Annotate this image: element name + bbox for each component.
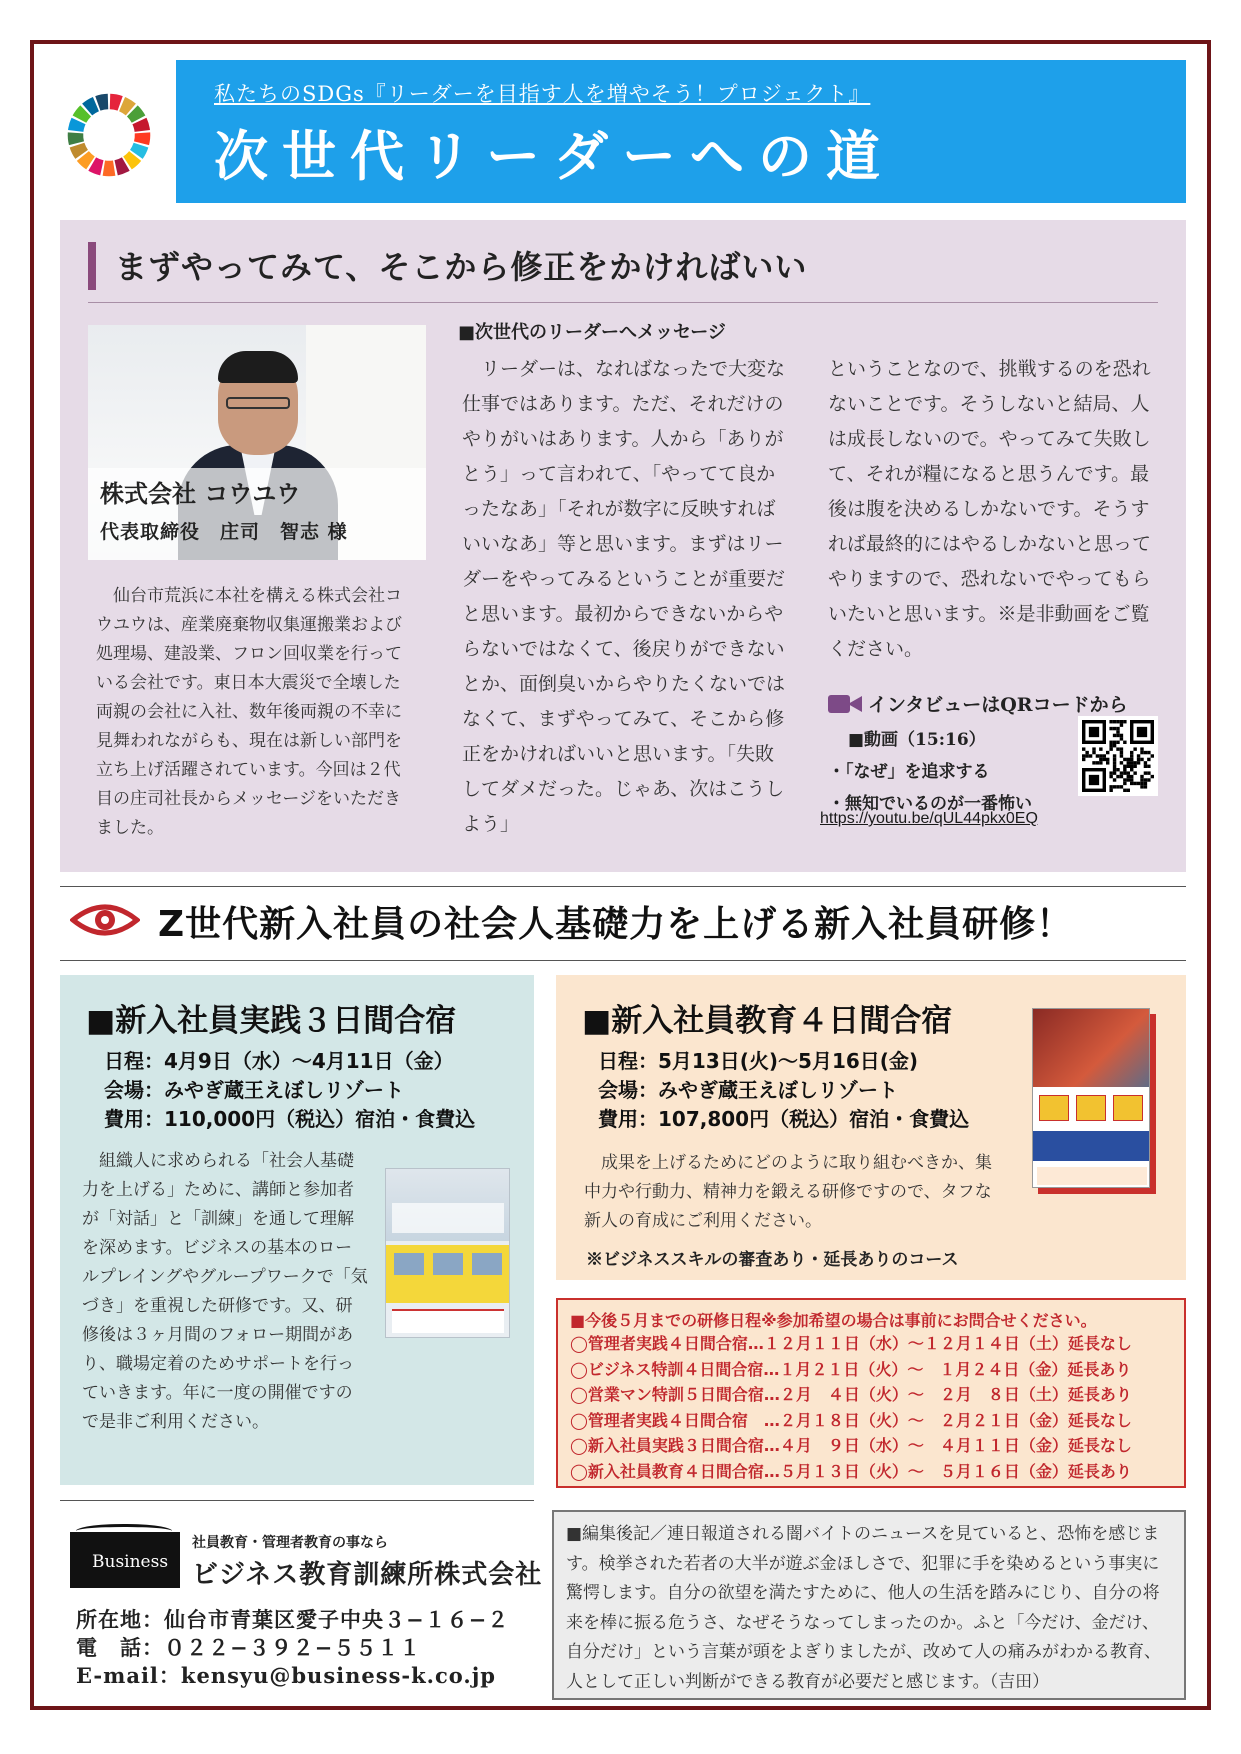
header-title: 次世代リーダーへの道 <box>214 124 894 188</box>
person-name: 代表取締役 庄司 智志 様 <box>100 521 348 543</box>
logo-swoosh <box>76 1524 172 1538</box>
qr-module <box>1089 775 1099 785</box>
qr-module <box>1130 778 1133 781</box>
qr-module <box>1137 727 1147 737</box>
company-name: 株式会社 コウユウ <box>100 479 301 508</box>
qr-module <box>1130 775 1133 778</box>
footer-company: ビジネス教育訓練所株式会社 <box>192 1560 543 1590</box>
company-intro: 仙台市荒浜に本社を構える株式会社コウユウは、産業廃棄物収集運搬業および処理場、建設業、フロン回収業を行っている会社です。東日本大震災で全壊した両親の会社に入社、数年後両親の不幸に見舞われながらも、現在は新しい部門を立ち上げ活躍されています。今回は２代目の庄司社長からメッセージをいただきました。 <box>96 586 402 838</box>
qr-module <box>1144 785 1147 788</box>
qr-module <box>1082 754 1085 757</box>
qr-module <box>1106 758 1109 761</box>
message-heading: ■次世代のリーダーへメッセージ <box>458 322 726 343</box>
qr-module <box>1109 747 1112 750</box>
qr-module <box>1116 747 1119 750</box>
sdg-wheel-segment <box>134 132 150 145</box>
qr-module <box>1120 747 1123 750</box>
qr-module <box>1140 758 1143 761</box>
course-2-title: ■新入社員教育４日間合宿 <box>582 1003 953 1039</box>
footer-phone: 電 話：０２２−３９２−５５１１ <box>76 1635 422 1660</box>
qr-module <box>1144 782 1147 785</box>
qr-module <box>1113 778 1116 781</box>
course-2-flyer-image <box>1032 1008 1150 1188</box>
qr-module <box>1133 771 1136 774</box>
photo-caption <box>88 468 426 560</box>
qr-module <box>1144 778 1147 781</box>
course-1-info <box>104 1047 475 1134</box>
point-1: ・「なぜ」を追求する <box>828 762 990 782</box>
schedule-row: ◯管理者実践４日間合宿…１２月１１日（水）〜１２月１４日（土）延長なし <box>570 1334 1132 1353</box>
qr-module <box>1123 782 1126 785</box>
photo-person-glasses <box>226 397 290 409</box>
course-1-title: ■新入社員実践３日間合宿 <box>86 1003 457 1039</box>
qr-module <box>1130 782 1133 785</box>
qr-module <box>1113 741 1116 744</box>
qr-module <box>1123 778 1126 781</box>
qr-module <box>1113 744 1116 747</box>
course-1-fee: 費用：110,000円（税込）宿泊・食費込 <box>104 1107 476 1131</box>
qr-module <box>1109 727 1112 730</box>
qr-module <box>1106 761 1109 764</box>
qr-module <box>1144 751 1147 754</box>
interview-title: まずやってみて、そこから修正をかければいい <box>115 248 808 286</box>
qr-module <box>1113 727 1116 730</box>
divider-bottom <box>60 960 1186 961</box>
qr-module <box>1130 751 1133 754</box>
qr-module <box>1120 751 1123 754</box>
schedule-row: ◯新入社員実践３日間合宿…４月 ９日（水）〜 ４月１１日（金）延長なし <box>570 1436 1132 1455</box>
qr-module <box>1103 758 1106 761</box>
course-2-date: 日程：5月13日(火)〜5月16日(金) <box>598 1049 919 1073</box>
divider <box>88 302 1158 303</box>
header-subtitle: 私たちのSDGs『リーダーを目指す人を増やそう！プロジェクト』 <box>214 82 871 106</box>
qr-module <box>1109 789 1112 792</box>
qr-module <box>1116 720 1119 723</box>
qr-module <box>1099 758 1102 761</box>
qr-module <box>1127 771 1130 774</box>
qr-module <box>1140 775 1143 778</box>
qr-module <box>1123 768 1126 771</box>
schedule-row: ◯管理者実践４日間合宿 …２月１８日（火）〜 ２月２１日（金）延長なし <box>570 1410 1132 1430</box>
qr-module <box>1120 785 1123 788</box>
sdg-wheel-segment <box>68 132 84 145</box>
qr-module <box>1151 775 1154 778</box>
footer-divider <box>60 1500 534 1501</box>
qr-module <box>1089 754 1092 757</box>
qr-module <box>1130 765 1133 768</box>
qr-module <box>1116 775 1119 778</box>
qr-module <box>1140 747 1143 750</box>
qr-module <box>1082 758 1085 761</box>
video-link[interactable]: https://youtu.be/qUL44pkx0EQ <box>820 810 1038 827</box>
qr-module <box>1123 789 1126 792</box>
qr-module <box>1116 741 1119 744</box>
qr-module <box>1085 751 1088 754</box>
schedule-row: ◯新入社員教育４日間合宿…５月１３日（火）〜 ５月１６日（金）延長あり <box>570 1461 1132 1481</box>
editorial-note: ■編集後記／連日報道される闇バイトのニュースを見ていると、恐怖を感じます。検挙された若者の大半が遊ぶ金ほしさで、犯罪に手を染めるという事実に驚愕します。自分の欲望を満たすために、他人の生活を踏みにじり、自分の将来を棒に振る危うさ、なぜそうなってしまったのか。ふと「今だけ、金だけ、自分だけ」という言葉が頭をよぎりましたが、改めて人の痛みがわかる教育、人として正しい判断ができる教育が必要だと感じます。（吉田） <box>552 1510 1186 1700</box>
qr-module <box>1147 765 1150 768</box>
schedule-heading: ■今後５月までの研修日程※参加希望の場合は事前にお問合せください。 <box>570 1311 1097 1330</box>
qr-module <box>1120 771 1123 774</box>
course-2-fee: 費用：107,800円（税込）宿泊・食費込 <box>598 1107 970 1131</box>
qr-module <box>1120 754 1123 757</box>
video-camera-icon <box>828 693 862 715</box>
qr-module <box>1140 782 1143 785</box>
training-headline: Z世代新入社員の社会人基礎力を上げる新入社員研修！ <box>158 904 1074 945</box>
qr-module <box>1113 785 1116 788</box>
qr-module <box>1123 771 1126 774</box>
qr-module <box>1123 741 1126 744</box>
footer-tagline: 社員教育・管理者教育の事なら <box>192 1535 388 1551</box>
qr-module <box>1147 758 1150 761</box>
qr-module <box>1120 737 1123 740</box>
interview-photo <box>88 325 426 560</box>
qr-module <box>1123 758 1126 761</box>
schedule-row: ◯ビジネス特訓４日間合宿…１月２１日（火）〜 １月２４日（金）延長あり <box>570 1359 1132 1379</box>
qr-module <box>1140 778 1143 781</box>
qr-module <box>1147 771 1150 774</box>
qr-module <box>1127 775 1130 778</box>
qr-module <box>1113 771 1116 774</box>
qr-module <box>1092 747 1095 750</box>
course-1-flyer-image <box>385 1168 510 1338</box>
video-duration: ■動画（15:16） <box>848 730 986 750</box>
qr-module <box>1120 734 1123 737</box>
course-1-venue: 会場：みやぎ蔵王えぼしリゾート <box>104 1078 404 1102</box>
qr-module <box>1096 754 1099 757</box>
qr-module <box>1123 720 1126 723</box>
qr-module <box>1130 758 1133 761</box>
qr-module <box>1137 754 1140 757</box>
qr-module <box>1113 734 1116 737</box>
photo-person-hair <box>218 351 298 383</box>
course-1-date: 日程：4月9日（水）〜4月11日（金） <box>104 1049 454 1073</box>
course-2-note: ※ビジネススキルの審査あり・延長ありのコース <box>586 1250 959 1270</box>
qr-module <box>1133 765 1136 768</box>
qr-module <box>1127 778 1130 781</box>
qr-module <box>1099 754 1102 757</box>
company-logo <box>70 1532 180 1588</box>
qr-module <box>1127 761 1130 764</box>
qr-module <box>1109 744 1112 747</box>
qr-module <box>1133 782 1136 785</box>
qr-module <box>1120 723 1123 726</box>
qr-module <box>1116 727 1119 730</box>
divider-top <box>60 886 1186 887</box>
training-schedule <box>556 1298 1186 1488</box>
qr-module <box>1116 734 1119 737</box>
qr-module <box>1109 741 1112 744</box>
qr-module <box>1137 782 1140 785</box>
qr-module <box>1109 720 1112 723</box>
qr-module <box>1113 754 1116 757</box>
qr-module <box>1089 727 1099 737</box>
qr-module <box>1137 758 1140 761</box>
footer-email[interactable]: E-mail：kensyu@business-k.co.jp <box>76 1663 496 1688</box>
qr-module <box>1120 775 1123 778</box>
qr-module <box>1113 720 1116 723</box>
schedule-row: ◯営業マン特訓５日間合宿…２月 ４日（火）〜 ２月 ８日（土）延長あり <box>570 1385 1132 1404</box>
course-2-description: 成果を上げるためにどのように取り組むべきか、集中力や行動力、精神力を鍛える研修ですので、タフな新人の育成にご利用ください。 <box>584 1153 992 1231</box>
qr-module <box>1127 758 1130 761</box>
header-banner <box>176 60 1186 203</box>
qr-module <box>1140 751 1143 754</box>
qr-module <box>1144 761 1147 764</box>
qr-module <box>1113 765 1116 768</box>
qr-heading-text: インタビューはQRコードから <box>868 694 1128 716</box>
course-2-info <box>598 1047 969 1134</box>
qr-module <box>1151 754 1154 757</box>
course-2-venue: 会場：みやぎ蔵王えぼしリゾート <box>598 1078 898 1102</box>
qr-module <box>1113 758 1116 761</box>
qr-module <box>1113 761 1116 764</box>
qr-module <box>1144 765 1147 768</box>
qr-module <box>1140 785 1143 788</box>
qr-module <box>1109 775 1112 778</box>
qr-module <box>1099 747 1102 750</box>
qr-module <box>1147 778 1150 781</box>
qr-module <box>1109 771 1112 774</box>
qr-heading <box>828 690 1128 717</box>
qr-module <box>1120 720 1123 723</box>
qr-module <box>1092 751 1095 754</box>
qr-module <box>1130 768 1133 771</box>
qr-module <box>1130 754 1133 757</box>
qr-code-icon[interactable] <box>1078 716 1158 796</box>
qr-module <box>1085 754 1088 757</box>
message-column-1: リーダーは、なればなったで大変な仕事ではあります。ただ、それだけのやりがいはあります。人から「ありがとう」って言われて、「やってて良かったなあ」「それが数字に反映すればいいなあ」等と思います。まずはリーダーをやってみるということが重要だと思います。最初からできないからやらないではなくて、後戻りができないとか、面倒臭いからやりたくないではなくて、まずやってみて、そこから修正をかければいいと思います。「失敗してダメだった。じゃあ、次はこうしよう」 <box>462 358 786 835</box>
eye-icon <box>70 900 140 940</box>
qr-module <box>1116 730 1119 733</box>
qr-module <box>1130 761 1133 764</box>
sdg-wheel-icon <box>66 92 152 178</box>
course-1-description: 組織人に求められる「社会人基礎力を上げる」ために、講師と参加者が「対話」と「訓練」を通して理解を深めます。ビジネスの基本のロールプレイングやグループワークで「気づき」を重視した研修です。又、研修後は３ヶ月間のフォロー期間があり、職場定着のためサポートを行っていきます。年に一度の開催ですので是非ご利用ください。 <box>82 1151 368 1432</box>
qr-module <box>1116 785 1119 788</box>
qr-module <box>1123 765 1126 768</box>
footer-address: 所在地：仙台市青葉区愛子中央３−１６−２ <box>76 1607 510 1632</box>
logo-text: Business <box>92 1552 169 1572</box>
qr-module <box>1082 747 1085 750</box>
qr-module <box>1133 761 1136 764</box>
message-column-2: ということなので、挑戦するのを恐れないことです。そうしないと結局、人は成長しないので。やってみて失敗して、それが糧になると思うんです。最後は腹を決めるしかないです。そうすれば最終的にはやるしかないと思ってやりますので、恐れないでやってもらいたいと思います。※是非動画をご覧ください。 <box>828 358 1152 660</box>
qr-module <box>1120 761 1123 764</box>
qr-module <box>1092 761 1095 764</box>
qr-module <box>1106 751 1109 754</box>
qr-module <box>1113 768 1116 771</box>
qr-module <box>1133 747 1136 750</box>
point-2: ・無知でいるのが一番怖い <box>828 794 1032 814</box>
qr-module <box>1116 768 1119 771</box>
qr-module <box>1103 754 1106 757</box>
qr-module <box>1096 761 1099 764</box>
qr-module <box>1147 751 1150 754</box>
qr-module <box>1144 771 1147 774</box>
interview-section <box>60 220 1186 872</box>
qr-module <box>1127 789 1130 792</box>
qr-module <box>1099 761 1102 764</box>
qr-module <box>1127 765 1130 768</box>
sdg-wheel-segment <box>103 160 116 176</box>
qr-module <box>1109 785 1112 788</box>
title-accent-bar <box>88 242 96 290</box>
video-points <box>828 724 1032 820</box>
qr-module <box>1137 761 1140 764</box>
